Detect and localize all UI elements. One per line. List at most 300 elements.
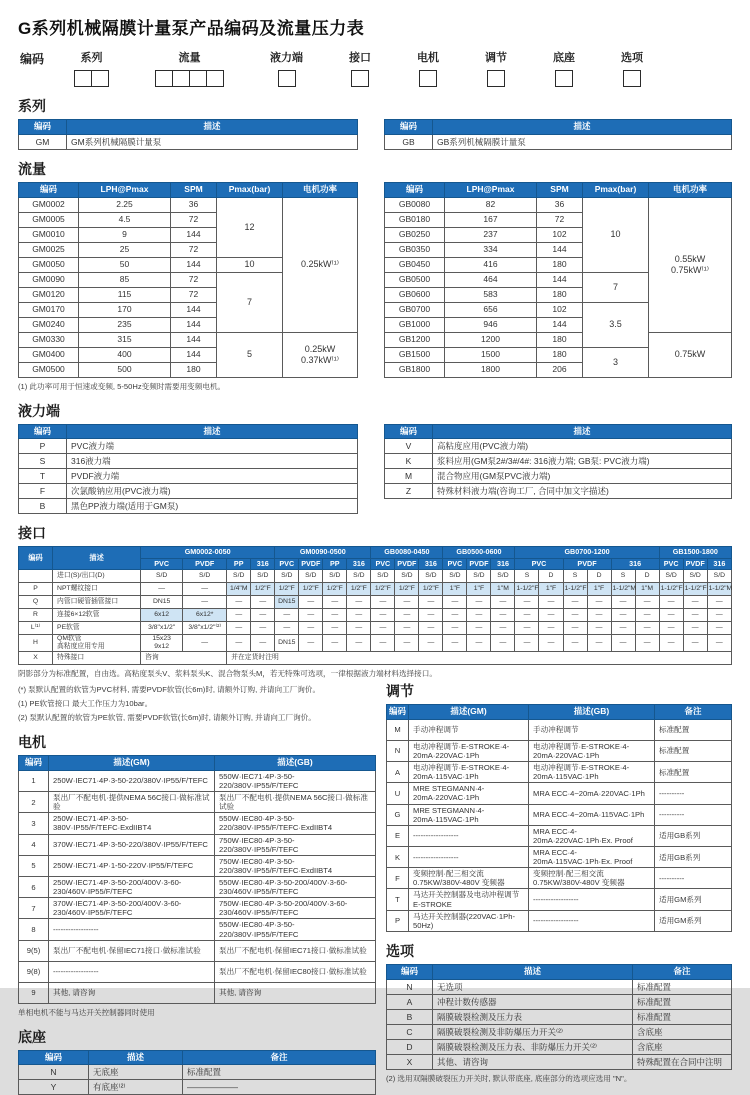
value-cell: — — [371, 595, 395, 608]
value-cell: — — [587, 595, 611, 608]
value-cell: — — [419, 634, 443, 651]
desc-cell: 316液力端 — [67, 454, 358, 469]
desc-cell: MRA ECC·4-20mA·220VAC·1Ph·Ex. Proof — [529, 825, 655, 846]
code-cell: K — [385, 454, 433, 469]
header-row — [19, 120, 358, 135]
code-box — [419, 70, 437, 87]
section-heading-motor: 电机 — [18, 734, 46, 751]
value-cell: — — [707, 634, 731, 651]
desc-cell: 标准配置 — [633, 979, 732, 994]
hydraulic-left-table — [18, 424, 358, 515]
desc-cell: 适用GM系列 — [655, 910, 732, 931]
flow-cell: GM0500 — [19, 362, 79, 377]
flow-cell: 656 — [445, 302, 537, 317]
value-cell: S/D — [183, 569, 227, 582]
value-cell: 并在定货时注明 — [227, 652, 732, 665]
flow-cell: GB1500 — [385, 347, 445, 362]
column-header: 编码 — [385, 120, 433, 135]
section-heading-adjust: 调节 — [386, 683, 414, 700]
value-cell: S/D — [443, 569, 467, 582]
desc-cell: ------------------ — [529, 910, 655, 931]
table-row — [385, 484, 732, 499]
column-header: 描述(GB) — [529, 705, 655, 720]
desc-cell: 550W·IEC80·4P·3-50-200/400V·3-60-230/460V·IP55/F/TEFC — [215, 877, 376, 898]
code-cell: V — [385, 439, 433, 454]
code-cell: 6 — [19, 877, 49, 898]
code-cell: R — [19, 608, 53, 621]
desc-cell: 特殊接口 — [53, 652, 141, 665]
coding-group-label: 底座 — [553, 52, 576, 64]
desc-cell: 混合物应用(GM泵PVC液力端) — [433, 469, 732, 484]
desc-cell: 标准配置 — [655, 762, 732, 783]
value-cell: — — [299, 608, 323, 621]
value-cell: — — [683, 621, 707, 634]
desc-cell: 电动冲程调节·E-STROKE·4-20mA·220VAC·1Ph — [409, 740, 529, 761]
column-header: GM0002-0050 — [141, 547, 275, 558]
value-cell: S/D — [371, 569, 395, 582]
coding-label: 编码 — [20, 52, 45, 66]
value-cell: — — [563, 608, 587, 621]
flow-cell: 144 — [537, 242, 583, 257]
table-row — [385, 134, 732, 149]
code-cell: 7 — [19, 898, 49, 919]
motor-footnote: 单相电机不能与马达开关控制器同时使用 — [18, 1007, 155, 1017]
flow-cell: 50 — [79, 257, 171, 272]
column-header: 描述 — [67, 424, 358, 439]
code-cell: N — [387, 979, 433, 994]
flow-cell: 144 — [171, 257, 217, 272]
value-cell: — — [491, 595, 515, 608]
value-cell: DN15 — [141, 595, 183, 608]
flow-cell: 36 — [537, 197, 583, 212]
value-cell: S/D — [419, 569, 443, 582]
desc-cell: 电动冲程调节·E-STROKE·4-20mA·115VAC·1Ph — [409, 762, 529, 783]
column-header: 描述 — [53, 547, 141, 570]
motor-table — [18, 755, 376, 1004]
table-row — [387, 1024, 732, 1039]
value-cell: — — [183, 634, 227, 651]
power-cell: 0.25kW⁽¹⁾ — [283, 197, 358, 332]
coding-boxes — [487, 70, 505, 87]
column-header: SPM — [537, 182, 583, 197]
value-cell: S/D — [683, 569, 707, 582]
value-cell: — — [395, 608, 419, 621]
value-cell: S/D — [347, 569, 371, 582]
power-cell: 0.55kW 0.75kW⁽¹⁾ — [649, 197, 732, 332]
coding-group — [349, 49, 371, 87]
table-row — [385, 332, 732, 347]
value-cell: — — [611, 608, 635, 621]
desc-cell: 泵出厂不配电机·保留IEC71接口·做标准试验 — [215, 940, 376, 961]
code-cell: GB — [385, 134, 433, 149]
table-row — [19, 439, 358, 454]
flow-gb-grid — [384, 182, 732, 378]
code-cell: P — [387, 910, 409, 931]
value-cell: — — [443, 634, 467, 651]
table-row — [19, 877, 376, 898]
desc-cell: GB系列机械隔膜计量泵 — [433, 134, 732, 149]
value-cell: — — [251, 621, 275, 634]
value-cell: — — [371, 634, 395, 651]
flow-cell: 115 — [79, 287, 171, 302]
desc-cell: 其他、请咨询 — [433, 1054, 633, 1069]
header-row — [387, 964, 732, 979]
value-cell: S — [563, 569, 587, 582]
desc-cell: 550W·IEC71·4P·3-50-220/380V·IP55/F/TEFC — [215, 770, 376, 791]
flow-cell: 416 — [445, 257, 537, 272]
value-cell: — — [323, 621, 347, 634]
column-header: 编码 — [19, 756, 49, 771]
desc-cell: 适用GB系列 — [655, 825, 732, 846]
table-row — [19, 621, 732, 634]
motor-grid — [18, 755, 376, 1004]
flow-cell: GM0005 — [19, 212, 79, 227]
code-cell: Q — [19, 595, 53, 608]
desc-cell: 泵出厂不配电机·保留IEC71接口·做标准试验 — [49, 940, 215, 961]
value-cell: 1-1/2"F — [683, 582, 707, 595]
value-cell: 6x12 — [141, 608, 183, 621]
flow-cell: 500 — [79, 362, 171, 377]
value-cell: — — [347, 595, 371, 608]
pmax-cell: 10 — [217, 257, 283, 272]
value-cell: — — [539, 634, 563, 651]
value-cell: S/D — [707, 569, 731, 582]
code-box — [155, 70, 173, 87]
value-cell: S/D — [227, 569, 251, 582]
code-cell: T — [387, 889, 409, 910]
section-heading-flow: 流量 — [18, 160, 46, 177]
value-cell: — — [587, 621, 611, 634]
code-cell: 5 — [19, 855, 49, 876]
code-cell: 9(8) — [19, 961, 49, 982]
section-heading-base: 底座 — [18, 1028, 46, 1045]
value-cell: — — [611, 621, 635, 634]
flow-cell: 464 — [445, 272, 537, 287]
value-cell: — — [371, 621, 395, 634]
value-cell: — — [227, 634, 251, 651]
desc-cell: 250W·IEC71·4P·3-50-380V·IP55/F/TEFC·ExdIIBT4 — [49, 813, 215, 834]
value-cell: — — [587, 634, 611, 651]
column-header: PVDF — [563, 558, 611, 569]
section-heading-options: 选项 — [386, 942, 414, 959]
value-cell: — — [419, 595, 443, 608]
desc-cell: 特殊材料液力端(咨询工厂, 合同中加文字描述) — [433, 484, 732, 499]
code-box — [278, 70, 296, 87]
desc-cell: 370W·IEC71·4P·3-50-200/400V·3-60-230/460V·IP55/F/TEFC — [49, 898, 215, 919]
desc-cell: PE软管 — [53, 621, 141, 634]
code-cell: M — [385, 469, 433, 484]
options-footnote: (2) 选用双隔膜破裂压力开关时, 默认带底座, 底座部分的选项应选用 "N"。 — [386, 1073, 632, 1083]
flow-cell: 85 — [79, 272, 171, 287]
column-header: Pmax(bar) — [217, 182, 283, 197]
table-row — [19, 499, 358, 514]
flow-cell: GB0500 — [385, 272, 445, 287]
flow-cell: GB0700 — [385, 302, 445, 317]
table-row — [19, 813, 376, 834]
power-cell: 0.75kW — [649, 332, 732, 377]
coding-group-label: 液力端 — [270, 52, 304, 64]
column-header: 描述(GM) — [49, 756, 215, 771]
code-cell: 3 — [19, 813, 49, 834]
value-cell: 1"F — [539, 582, 563, 595]
flow-cell: 36 — [171, 197, 217, 212]
table-row — [387, 783, 732, 804]
desc-cell: 变频控制·配三相交流 0.75KW/380V-480V 变频器 — [529, 868, 655, 889]
flow-cell: 946 — [445, 317, 537, 332]
coding-group — [485, 49, 507, 87]
flow-cell: GB0600 — [385, 287, 445, 302]
section-heading-interface: 接口 — [18, 525, 46, 542]
desc-cell: 250W·IEC71·4P·3-50-200/400V·3-60-230/460V·IP55/F/TEFC — [49, 877, 215, 898]
desc-cell: 浆料应用(GM泵2#/3#/4#: 316液力端; GB泵: PVC液力端) — [433, 454, 732, 469]
code-cell: B — [19, 499, 67, 514]
flow-cell: 180 — [537, 332, 583, 347]
column-header: 描述(GM) — [409, 705, 529, 720]
flow-cell: 180 — [537, 347, 583, 362]
header-row — [19, 547, 732, 558]
value-cell: — — [659, 621, 683, 634]
pmax-cell: 10 — [583, 197, 649, 272]
table-row — [19, 134, 358, 149]
flow-cell: 4.5 — [79, 212, 171, 227]
header-row — [385, 120, 732, 135]
flow-cell: GM0010 — [19, 227, 79, 242]
column-header: 电机功率 — [283, 182, 358, 197]
code-cell: S — [19, 454, 67, 469]
table-row — [19, 1080, 376, 1095]
flow-cell: GM0170 — [19, 302, 79, 317]
flow-cell: 235 — [79, 317, 171, 332]
hydraulic-right-table — [384, 424, 732, 515]
value-cell: — — [347, 608, 371, 621]
value-cell: 1/2"F — [275, 582, 299, 595]
value-cell: S/D — [251, 569, 275, 582]
code-box — [74, 70, 92, 87]
value-cell: S/D — [659, 569, 683, 582]
column-header: 316 — [347, 558, 371, 569]
base-grid — [18, 1050, 376, 1095]
value-cell: — — [515, 595, 539, 608]
table-row — [19, 582, 732, 595]
value-cell: 1/4"M — [227, 582, 251, 595]
table-row — [385, 469, 732, 484]
value-cell: — — [491, 608, 515, 621]
table-row — [19, 469, 358, 484]
desc-cell: 适用GM系列 — [655, 889, 732, 910]
value-cell: — — [563, 621, 587, 634]
coding-group — [417, 49, 439, 87]
column-header: PVC — [275, 558, 299, 569]
flow-cell: 72 — [537, 212, 583, 227]
code-box — [351, 70, 369, 87]
column-header: LPH@Pmax — [445, 182, 537, 197]
value-cell: — — [467, 634, 491, 651]
code-cell: GM — [19, 134, 67, 149]
coding-group-label: 选项 — [621, 52, 644, 64]
section-heading-hydraulic: 液力端 — [18, 402, 60, 419]
code-cell: P — [19, 582, 53, 595]
flow-cell: 206 — [537, 362, 583, 377]
value-cell: — — [443, 595, 467, 608]
code-cell: H — [19, 634, 53, 651]
header-row — [387, 705, 732, 720]
flow-cell: 144 — [171, 332, 217, 347]
flow-cell: 315 — [79, 332, 171, 347]
value-cell: 1/2"F — [347, 582, 371, 595]
interface-table — [18, 546, 732, 665]
code-cell: F — [19, 484, 67, 499]
desc-cell: MRE STEGMANN·4-20mA·220VAC·1Ph — [409, 783, 529, 804]
interface-note-main: 阴影部分为标准配置，自由选。高粘度泵头V、浆料泵头K、混合物泵头M，若无特殊可选项，一律根据液力端材料选择接口。 — [18, 669, 437, 679]
desc-cell: 标准配置 — [655, 719, 732, 740]
flow-gb-table — [384, 182, 732, 392]
series-gb-table — [384, 119, 732, 150]
adjust-grid — [386, 704, 732, 932]
desc-cell: 隔膜破裂检测及非防爆压力开关⁽²⁾ — [433, 1024, 633, 1039]
column-header: PP — [227, 558, 251, 569]
value-cell: — — [251, 608, 275, 621]
value-cell: — — [299, 621, 323, 634]
column-header: 编码 — [385, 424, 433, 439]
value-cell: 1"F — [587, 582, 611, 595]
flow-cell: 144 — [171, 317, 217, 332]
table-row — [19, 634, 732, 651]
value-cell: — — [635, 608, 659, 621]
column-header: PVDF — [183, 558, 227, 569]
coding-group — [74, 49, 109, 87]
desc-cell: 进口(S)/出口(D) — [53, 569, 141, 582]
desc-cell: ------------------ — [49, 919, 215, 940]
desc-cell: 有底座⁽²⁾ — [89, 1080, 183, 1095]
value-cell: S/D — [491, 569, 515, 582]
value-cell: — — [251, 595, 275, 608]
flow-cell: 180 — [537, 257, 583, 272]
column-header: GB0500-0600 — [443, 547, 515, 558]
column-header: PVDF — [683, 558, 707, 569]
desc-cell: ---------- — [655, 783, 732, 804]
value-cell: — — [299, 595, 323, 608]
table-row — [387, 847, 732, 868]
value-cell: 1-1/2"M — [611, 582, 635, 595]
value-cell: 1/2"F — [299, 582, 323, 595]
table-row — [19, 919, 376, 940]
table-row — [19, 1065, 376, 1080]
coding-group — [553, 49, 575, 87]
code-cell — [19, 569, 53, 582]
value-cell: 1"M — [491, 582, 515, 595]
value-cell: 1"F — [467, 582, 491, 595]
column-header: 描述(GB) — [215, 756, 376, 771]
flow-cell: 72 — [171, 242, 217, 257]
desc-cell: ------------------ — [409, 825, 529, 846]
table-row — [387, 1054, 732, 1069]
table-row — [387, 719, 732, 740]
code-cell: T — [19, 469, 67, 484]
value-cell: — — [659, 634, 683, 651]
value-cell: — — [635, 595, 659, 608]
value-cell: — — [539, 621, 563, 634]
flow-cell: GB0450 — [385, 257, 445, 272]
desc-cell: MRE STEGMANN·4-20mA·115VAC·1Ph — [409, 804, 529, 825]
code-cell: X — [19, 652, 53, 665]
series-gb-grid — [384, 119, 732, 150]
table-row — [19, 197, 358, 212]
coding-group-label: 接口 — [349, 52, 372, 64]
value-cell: — — [611, 634, 635, 651]
column-header: 备注 — [655, 705, 732, 720]
coding-boxes — [74, 70, 109, 87]
flow-cell: GB0250 — [385, 227, 445, 242]
desc-cell: 电动冲程调节·E-STROKE·4-20mA·220VAC·1Ph — [529, 740, 655, 761]
value-cell: — — [611, 595, 635, 608]
flow-cell: GM0050 — [19, 257, 79, 272]
table-row — [385, 454, 732, 469]
flow-cell: 1800 — [445, 362, 537, 377]
value-cell: S/D — [323, 569, 347, 582]
value-cell: — — [515, 621, 539, 634]
code-box — [623, 70, 641, 87]
table-row — [385, 197, 732, 212]
column-header: 备注 — [183, 1050, 376, 1065]
flow-cell: GM0025 — [19, 242, 79, 257]
desc-cell: 电动冲程调节·E-STROKE·4-20mA·115VAC·1Ph — [529, 762, 655, 783]
table-row — [387, 1039, 732, 1054]
column-header: 编码 — [19, 1050, 89, 1065]
table-row — [387, 762, 732, 783]
flow-cell: 72 — [171, 212, 217, 227]
table-row — [19, 961, 376, 982]
desc-cell: ------------------ — [409, 847, 529, 868]
code-box — [555, 70, 573, 87]
flow-cell: 237 — [445, 227, 537, 242]
value-cell: — — [323, 634, 347, 651]
value-cell: S/D — [395, 569, 419, 582]
code-cell: Z — [385, 484, 433, 499]
desc-cell: 标准配置 — [633, 1009, 732, 1024]
value-cell: — — [323, 608, 347, 621]
flow-cell: 167 — [445, 212, 537, 227]
value-cell: — — [635, 621, 659, 634]
value-cell: — — [275, 621, 299, 634]
column-header: 备注 — [633, 964, 732, 979]
code-cell: A — [387, 994, 433, 1009]
value-cell: — — [467, 595, 491, 608]
code-box — [190, 70, 207, 87]
column-header: PP — [323, 558, 347, 569]
column-header: GB1500-1800 — [659, 547, 731, 558]
value-cell: 3/8"x1/2"⁽²⁾ — [183, 621, 227, 634]
desc-cell: ---------- — [655, 804, 732, 825]
flow-cell: GM0240 — [19, 317, 79, 332]
column-header: Pmax(bar) — [583, 182, 649, 197]
value-cell: — — [419, 621, 443, 634]
table-row — [19, 940, 376, 961]
table-row — [387, 994, 732, 1009]
flow-cell: 102 — [537, 302, 583, 317]
flow-cell: 170 — [79, 302, 171, 317]
code-cell: C — [387, 1024, 433, 1039]
value-cell: — — [443, 621, 467, 634]
value-cell: — — [275, 608, 299, 621]
desc-cell: 750W·IEC80·4P·3-50-220/380V·IP55/F/TEFC·ExdIIBT4 — [215, 855, 376, 876]
page-title: G系列机械隔膜计量泵产品编码及流量压力表 — [18, 19, 365, 38]
column-header: LPH@Pmax — [79, 182, 171, 197]
value-cell: — — [515, 608, 539, 621]
desc-cell: 隔膜破裂检测及压力表 — [433, 1009, 633, 1024]
flow-cell: 82 — [445, 197, 537, 212]
column-header: PVC — [371, 558, 395, 569]
value-cell: — — [183, 582, 227, 595]
